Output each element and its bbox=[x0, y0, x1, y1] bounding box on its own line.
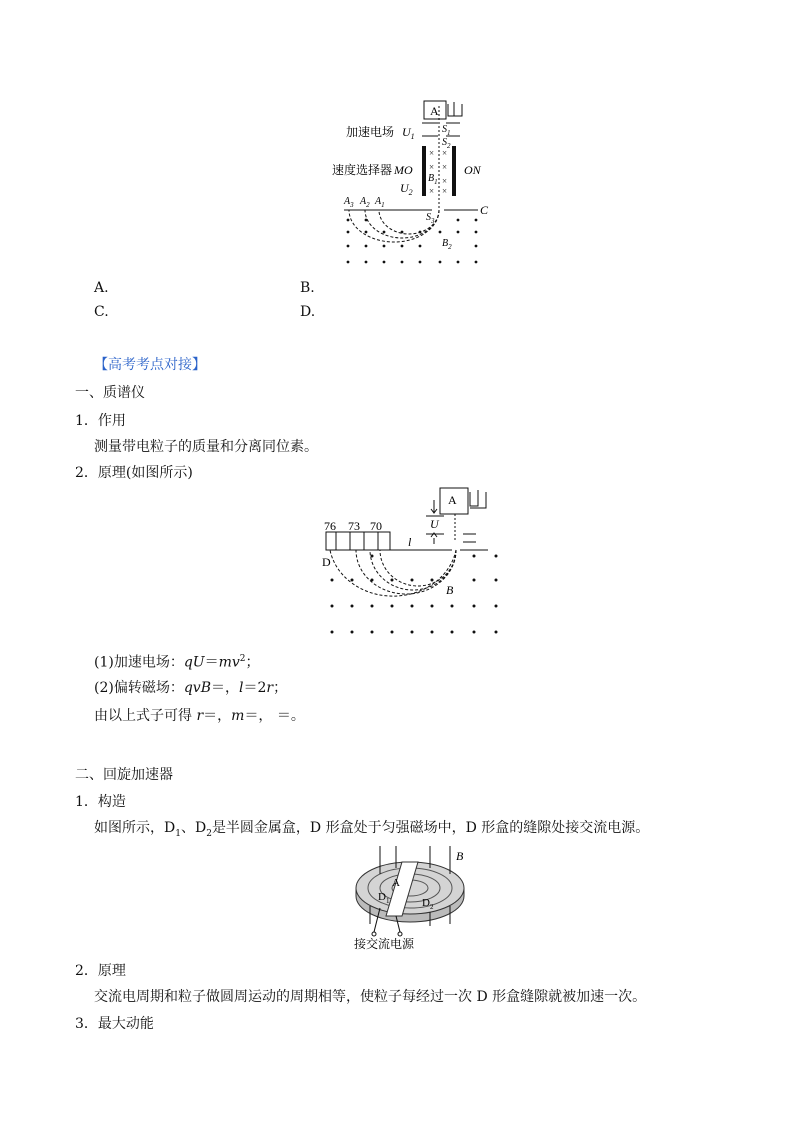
fig2-label-73: 73 bbox=[348, 519, 360, 533]
svg-text:×: × bbox=[429, 148, 435, 158]
fig1-label-B1: $B_1$ bbox=[428, 173, 438, 186]
svg-text:×: × bbox=[442, 176, 448, 186]
fig1-label-A-box: A bbox=[430, 104, 439, 118]
formula-deflect: (2)偏转磁场：qvB＝，l＝2r； bbox=[94, 680, 288, 696]
fig2-label-U: U bbox=[430, 517, 439, 531]
option-c[interactable]: C. bbox=[94, 304, 109, 320]
section-title: 【高考考点对接】 bbox=[94, 357, 206, 373]
fig1-label-S1: $S_1$ bbox=[442, 124, 451, 137]
s2-item1-title: 1．构造 bbox=[75, 794, 126, 810]
s1-item1-title: 1．作用 bbox=[75, 413, 126, 429]
figure-mass-spectrometer bbox=[320, 486, 505, 638]
s2-item1-text: 如图所示，$D_1$、$D_2$是半圆金属盒，D 形盒处于匀强磁场中，D 形盒的缝隙处接交流电源。 bbox=[94, 820, 650, 839]
fig1-label-MO: MO bbox=[394, 163, 413, 177]
s2-item3-title: 3．最大动能 bbox=[75, 1016, 154, 1032]
fig1-label-A1: $A_1$ bbox=[375, 196, 385, 209]
fig2-label-B: B bbox=[446, 583, 454, 597]
fig3-label-A: A bbox=[392, 877, 400, 889]
svg-text:×: × bbox=[442, 162, 448, 172]
option-d[interactable]: D. bbox=[300, 304, 316, 320]
fig3-label-D1: $D_1$ bbox=[378, 891, 390, 905]
fig1-label-U1: $U_1$ bbox=[402, 125, 415, 141]
option-b[interactable]: B. bbox=[300, 280, 315, 296]
fig2-label-70: 70 bbox=[370, 519, 382, 533]
fig1-label-U2: $U_2$ bbox=[400, 181, 413, 197]
fig1-label-A2: $A_2$ bbox=[360, 196, 370, 209]
svg-text:×: × bbox=[442, 148, 448, 158]
s2-title: 二、回旋加速器 bbox=[75, 767, 173, 783]
figure-cyclotron bbox=[350, 846, 480, 952]
option-a[interactable]: A. bbox=[94, 280, 109, 296]
formula-accel: (1)加速电场：$qU=mv^2$； bbox=[94, 654, 260, 671]
s1-item2-title: 2．原理(如图所示) bbox=[75, 465, 193, 481]
svg-text:×: × bbox=[429, 186, 435, 196]
fig1-label-B2: $B_2$ bbox=[442, 238, 452, 251]
svg-text:×: × bbox=[442, 186, 448, 196]
s1-title: 一、质谱仪 bbox=[75, 385, 145, 401]
fig2-label-l: l bbox=[408, 535, 412, 549]
s2-item2-text: 交流电周期和粒子做圆周运动的周期相等，使粒子每经过一次 D 形盒缝隙就被加速一次。 bbox=[94, 989, 647, 1005]
fig2-label-A: A bbox=[448, 493, 457, 507]
fig1-label-A3: $A_3$ bbox=[344, 196, 354, 209]
fig1-label-S2: $S_2$ bbox=[442, 137, 451, 150]
s2-item2-title: 2．原理 bbox=[75, 963, 126, 979]
fig1-label-ON: ON bbox=[464, 163, 481, 177]
fig1-label-C: C bbox=[480, 203, 489, 217]
s1-item1-text: 测量带电粒子的质量和分离同位素。 bbox=[94, 439, 318, 455]
figure-velocity-selector-spectrometer bbox=[330, 96, 500, 268]
fig1-label-selector: 速度选择器 bbox=[332, 163, 393, 177]
fig1-label-S3: $S_3$ bbox=[426, 212, 435, 225]
svg-text:×: × bbox=[429, 162, 435, 172]
fig2-label-76: 76 bbox=[324, 519, 336, 533]
fig1-label-accel: 加速电场 bbox=[346, 125, 395, 139]
fig3-label-D2: $D_2$ bbox=[422, 897, 434, 911]
fig3-label-B: B bbox=[456, 849, 464, 863]
formula-derived: 由以上式子可得 r＝，m＝， ＝。 bbox=[94, 708, 305, 724]
fig2-label-D: D bbox=[322, 555, 331, 569]
fig3-caption: 接交流电源 bbox=[354, 937, 415, 951]
